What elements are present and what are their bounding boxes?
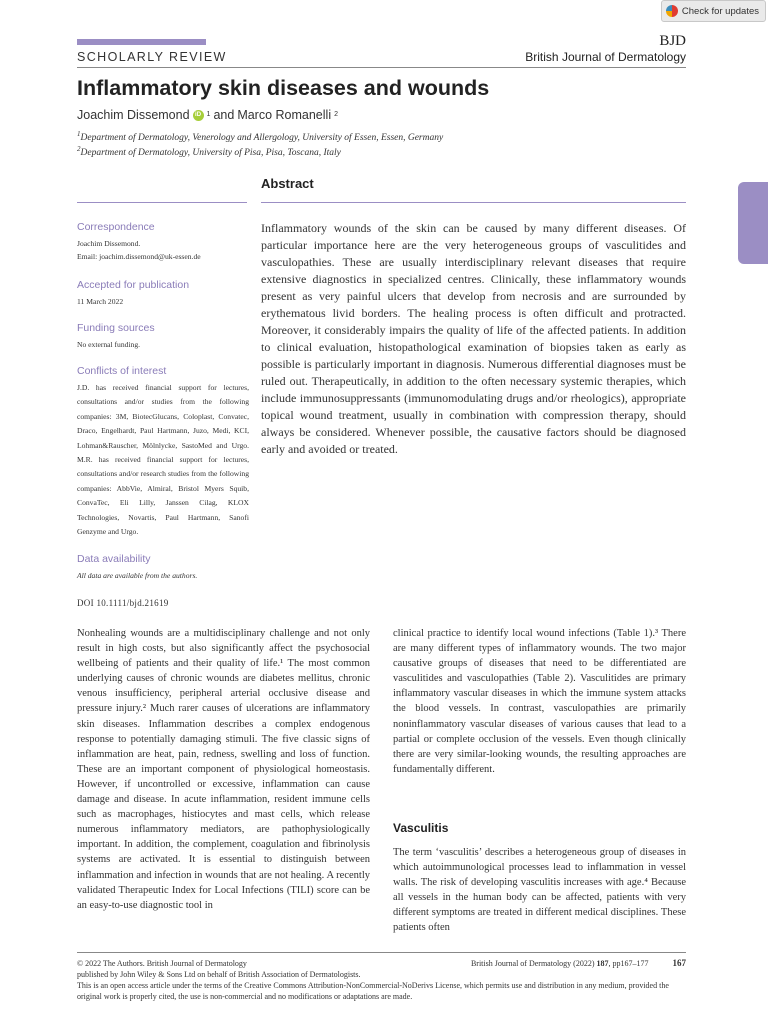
citation-volume: 187 xyxy=(596,959,609,968)
article-title: Inflammatory skin diseases and wounds xyxy=(77,76,490,100)
data-availability-section xyxy=(77,553,249,582)
correspondence-name: Joachim Dissemond. xyxy=(77,239,141,248)
footer-citation xyxy=(471,958,686,969)
footer-copyright: © 2022 The Authors. British Journal of Dermatology xyxy=(77,959,247,968)
page-number: 167 xyxy=(672,958,686,968)
title-divider xyxy=(77,67,686,68)
funding-heading: Funding sources xyxy=(77,322,155,334)
abstract-text: Inflammatory wounds of the skin can be caused by many different diseases. Of particular importance here are the very heterogeneous groups of vasculitides and vasculopathies. These are usually interdisciplinary relevant diseases that require extensive diagnostics in specialized centres. Clinically, these inflammatory wounds present as very painful ulcers that develop from necrosis and are surrounded by erythematous livid borders. The healing process is often difficult and protracted. Moreover, it considerably impairs the quality of life of the affected patients. In addition to clinical evaluation, histopathological examination of biopsies taken as early as possible is particularly important in diagnosis. Numerous differential diagnoses must be ruled out. Therapeutically, in addition to the often necessary systemic therapies, which include immunosuppressants (immunomodulating drugs and/or rheologics), appropriate topical wound treatment, usually in combination with compression therapy, should always be considered. Whenever possible, the causative factors should be diagnosed early and avoided or treated. xyxy=(261,221,686,456)
citation-pages: , pp167–177 xyxy=(608,959,649,968)
affiliation-1 xyxy=(77,129,444,143)
accepted-date: 11 March 2022 xyxy=(77,297,124,306)
citation-journal: British Journal of Dermatology (2022) xyxy=(470,959,595,968)
section-label: SCHOLARLY REVIEW xyxy=(77,50,227,64)
conflicts-text: J.D. has received financial support for lectures, consultations and/or studies from the following companies: 3M, BiotecGlucans, Coloplast, Convatec, Draco, Engelhardt, Paul Hartmann, Juzo, Medi, KCI, Lohman&Rauscher, Mölnlycke, SastoMed and Urgo. M.R. has received financial support for lectures, consultations and/or research studies from the following companies: AbbVie, Almiral, Bristol Myers Squib, ConvaTec, Eli Lilly, Janssen Cilag, KLOX Technologies, Novartis, Paul Hartmann, Sanofi Genzyme and Urgo. xyxy=(77,383,249,537)
author-list: Joachim Dissemond iD 1 and Marco Romanelli 2 xyxy=(77,108,338,122)
body-text-left: Nonhealing wounds are a multidisciplinary challenge and not only result in high costs, but also significantly affect the psychosocial wellbeing of patients and their quality of life.¹ The most common underlying causes of chronic wounds are diabetes mellitus, chronic venous insufficiency, peripheral arterial occlusive disease and pressure injury.² Much rarer causes of ulcerations are inflammatory skin diseases. Inflammation describes a complex endogenous response to potentially damaging stimuli. The five classic signs of inflammation are heat, pain, redness, swelling and loss of function. These are an important component of physiological homeostasis. However, if uncontrolled or excessive, inflammation can cause damage and disease. In acute inflammation, resident immune cells such as macrophages, histiocytes and mast cells, which release numerous inflammatory mediators, are pathophysiologically important. In addition, the complement, coagulation and fibrinolysis systems are activated. It is essential to distinguish between inflammation and infection in wounds that are not healing. A recently validated Therapeutic Index for Local Infections (TILI) score can be an easy-to-use diagnostic tool in xyxy=(77,628,370,911)
affiliation-text: Department of Dermatology, University of Pisa, Pisa, Toscana, Italy xyxy=(80,148,341,158)
journal-name: British Journal of Dermatology xyxy=(525,50,686,64)
crossmark-icon xyxy=(666,5,678,17)
accepted-heading: Accepted for publication xyxy=(77,279,190,291)
footer-publisher: published by John Wiley & Sons Ltd on behalf of British Association of Dermatologists. xyxy=(77,970,361,979)
conflicts-section xyxy=(77,365,249,539)
footer-license: This is an open access article under the terms of the Creative Commons Attribution-NonCommercial-NoDerivs License, which permits use and distribution in any medium, provided the original work is properly cited, the use is non-commercial and no modifications or adaptations are made. xyxy=(77,981,669,1001)
affiliation-marker: 2 xyxy=(77,144,81,153)
orcid-icon[interactable]: iD xyxy=(193,110,204,121)
affiliation-marker: 1 xyxy=(77,129,81,138)
body-text-right-bottom: The term ‘vasculitis’ describes a heterogeneous group of diseases in which autoimmunological processes lead to inflammation in vessel walls. The risk of developing vasculitis increases with age.⁴ Because all vessels in the human body can be affected, patients with very different symptoms are treated in different medical disciplines. These patients often xyxy=(393,847,686,934)
correspondence-section xyxy=(77,221,249,263)
funding-text: No external funding. xyxy=(77,340,141,349)
abstract-divider xyxy=(261,202,686,203)
footer-divider xyxy=(77,952,686,953)
check-for-updates-label: Check for updates xyxy=(681,5,759,17)
journal-abbreviation: BJD xyxy=(659,33,686,49)
check-for-updates-button[interactable] xyxy=(661,0,766,22)
side-tab xyxy=(738,182,768,264)
affiliation-2 xyxy=(77,144,341,158)
body-text-right-top: clinical practice to identify local wound infections (Table 1).³ There are many different types of inflammatory wounds. The two major causative groups of diseases that need to be differentiated are vasculitides and vasculopathies (Table 2). Vasculitides are primary inflammatory vascular diseases in which the immune system attacks the blood vessels. In contrast, vasculopathies are primarily noninflammatory vascular diseases of various causes that lead to a partial or complete occlusion of the vessels. Even though clinically there are very similar-looking wounds, the resulting approaches are fundamentally different. xyxy=(393,628,686,775)
section-color-bar xyxy=(77,39,206,45)
conflicts-heading: Conflicts of interest xyxy=(77,365,167,377)
correspondence-email[interactable]: Email: joachim.dissemond@uk-essen.de xyxy=(77,252,201,261)
page-footer xyxy=(77,958,686,1002)
author-link[interactable]: Marco Romanelli xyxy=(237,108,332,122)
correspondence-heading: Correspondence xyxy=(77,221,155,233)
author-link[interactable]: Joachim Dissemond xyxy=(77,108,190,122)
accepted-section xyxy=(77,279,249,308)
abstract-heading: Abstract xyxy=(261,176,314,191)
data-availability-heading: Data availability xyxy=(77,553,151,565)
author-conjunction: and xyxy=(213,108,235,122)
affiliation-text: Department of Dermatology, Venerology and Allergology, University of Essen, Essen, Germany xyxy=(80,133,444,143)
vasculitis-heading: Vasculitis xyxy=(393,821,449,835)
doi-link[interactable]: DOI 10.1111/bjd.21619 xyxy=(77,598,169,608)
data-availability-text: All data are available from the authors. xyxy=(77,571,198,580)
funding-section xyxy=(77,322,249,351)
sidebar-divider xyxy=(77,202,247,203)
